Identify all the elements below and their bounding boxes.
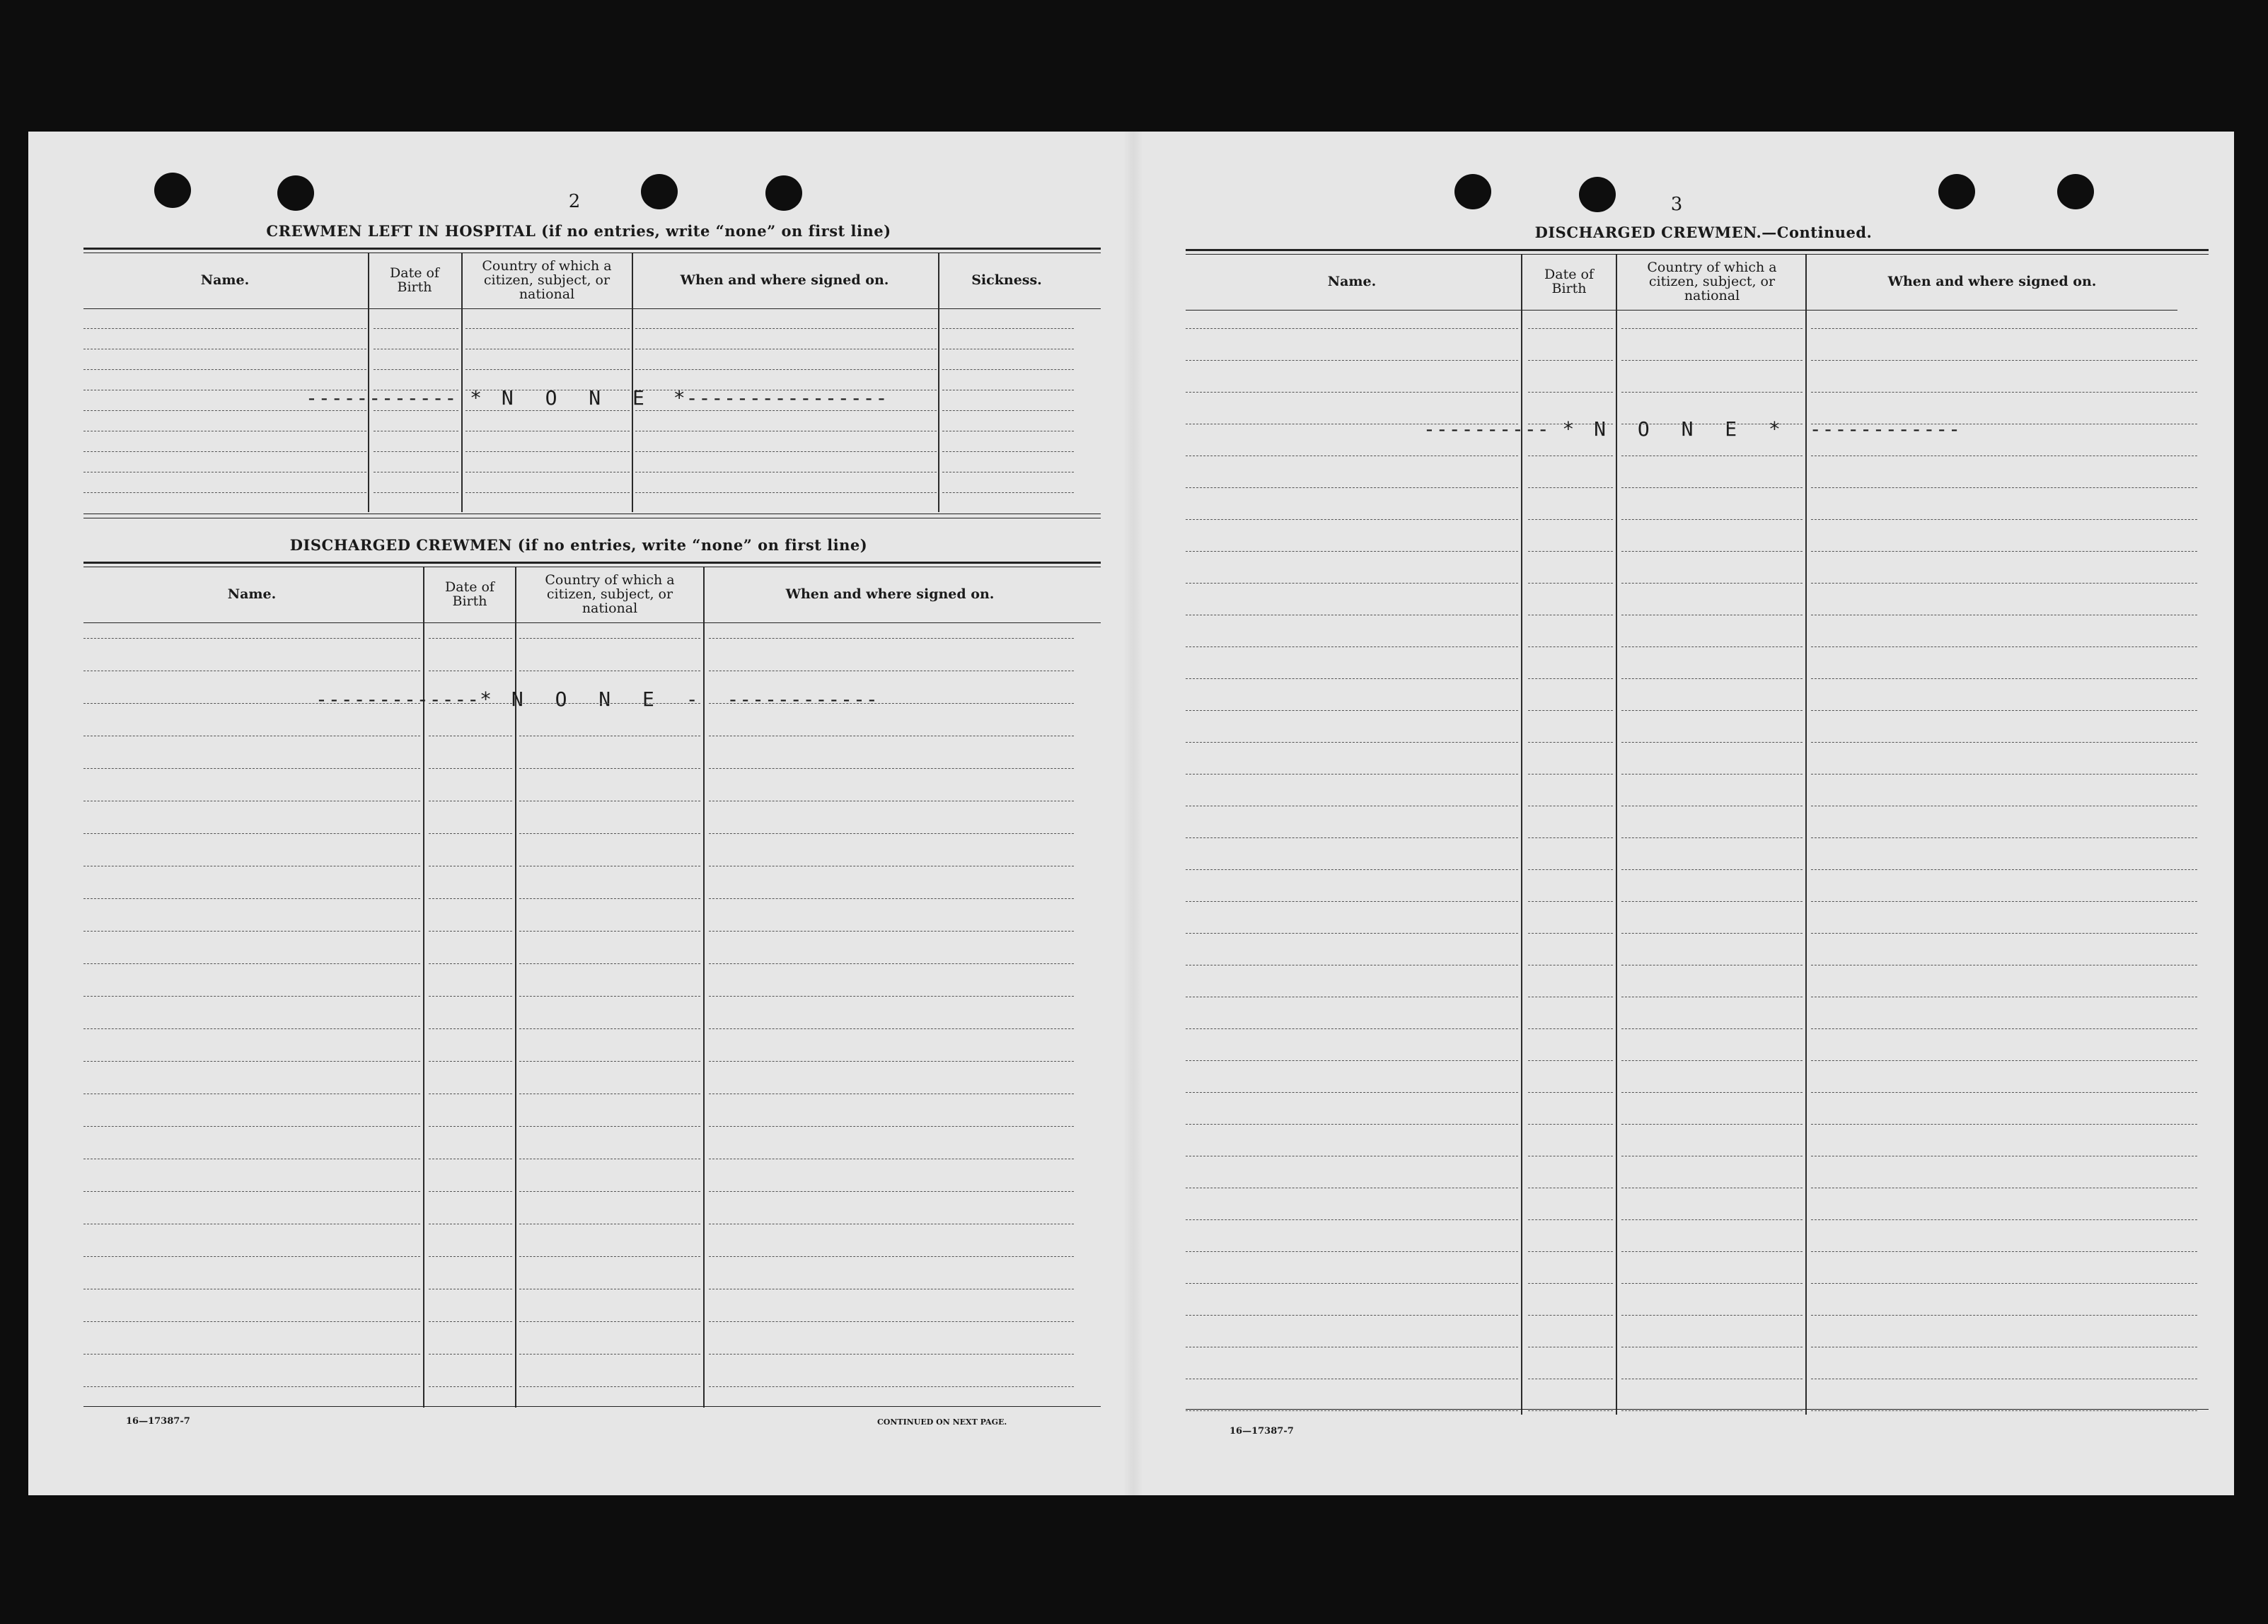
ruled-line — [1186, 551, 1518, 552]
ruled-line — [1811, 551, 2197, 552]
hospital-instruction: (if no entries, write “none” on first line) — [541, 222, 891, 240]
ruled-line — [1186, 1124, 1518, 1125]
page-number-left: 2 — [568, 191, 581, 212]
ruled-line — [83, 1256, 420, 1257]
col-header-date-of-birth: Date of Birth — [390, 265, 439, 295]
ruled-line — [519, 1061, 700, 1062]
center-fold — [1123, 132, 1143, 1495]
ruled-line — [1528, 678, 1613, 679]
col-header-name: Name. — [200, 272, 250, 289]
right-section-title — [1187, 224, 2220, 241]
right-title-text: DISCHARGED CREWMEN. — [1534, 224, 1762, 241]
discharged-instruction: (if no entries, write “none” on first line) — [517, 536, 868, 554]
ruled-line — [1528, 328, 1613, 329]
ruled-line — [1621, 933, 1803, 934]
ruled-line — [519, 1191, 700, 1192]
ruled-line — [519, 1354, 700, 1355]
ruled-line — [83, 369, 366, 370]
continued-note: CONTINUED ON NEXT PAGE. — [877, 1417, 1007, 1427]
ruled-line — [1186, 328, 1518, 329]
discharged-table — [83, 562, 1101, 1408]
col-header-signed-on: When and where signed on. — [785, 586, 995, 603]
ruled-line — [1811, 933, 2197, 934]
ruled-line — [1811, 1251, 2197, 1252]
ruled-line — [83, 996, 420, 997]
punch-hole — [1579, 177, 1616, 212]
ruled-line — [709, 638, 1074, 639]
ruled-line — [1621, 1092, 1803, 1093]
ruled-line — [1528, 487, 1613, 488]
ruled-line — [1811, 1283, 2197, 1284]
ruled-line — [429, 931, 512, 932]
ruled-line — [1186, 837, 1518, 838]
ruled-line — [1186, 487, 1518, 488]
col-header-name: Name. — [227, 586, 277, 603]
ruled-line — [1811, 1315, 2197, 1316]
ruled-line — [1811, 583, 2197, 584]
ruled-line — [519, 1386, 700, 1387]
right-none-entry — [1423, 417, 1961, 441]
ruled-line — [1621, 901, 1803, 902]
ruled-line — [709, 1191, 1074, 1192]
ruled-line — [1528, 1092, 1613, 1093]
ruled-line — [709, 1386, 1074, 1387]
ruled-line — [1186, 742, 1518, 743]
ruled-line — [1528, 1410, 1613, 1411]
ruled-line — [519, 931, 700, 932]
ruled-line — [635, 492, 937, 493]
ruled-line — [1621, 869, 1803, 870]
ruled-line — [1811, 710, 2197, 711]
ruled-line — [942, 451, 1074, 452]
ruled-line — [1186, 1060, 1518, 1061]
ruled-line — [519, 1126, 700, 1127]
ruled-line — [1621, 646, 1803, 647]
discharged-none-lead: -------------* — [316, 688, 493, 711]
ruled-line — [1621, 1219, 1803, 1220]
ruled-line — [1621, 1283, 1803, 1284]
punch-hole — [2057, 174, 2094, 209]
ruled-line — [429, 1256, 512, 1257]
ruled-line — [1811, 487, 2197, 488]
ruled-line — [1621, 837, 1803, 838]
ruled-line — [83, 1191, 420, 1192]
ruled-line — [465, 451, 630, 452]
ruled-line — [1811, 360, 2197, 361]
ruled-line — [1186, 519, 1518, 520]
ruled-line — [709, 898, 1074, 899]
right-none-word: N O N E * — [1594, 417, 1790, 441]
ruled-line — [709, 1061, 1074, 1062]
ruled-line — [709, 833, 1074, 834]
ruled-line — [519, 768, 700, 769]
ruled-line — [1528, 1028, 1613, 1029]
ruled-line — [519, 1256, 700, 1257]
ruled-line — [1528, 646, 1613, 647]
ruled-line — [1186, 869, 1518, 870]
col-header-date-of-birth: Date of Birth — [1544, 267, 1594, 296]
col-header-country: Country of which a citizen, subject, or national — [482, 258, 612, 302]
ruled-line — [1621, 1028, 1803, 1029]
ruled-line — [1528, 901, 1613, 902]
ruled-line — [83, 768, 420, 769]
form-sheet — [28, 132, 2234, 1495]
ruled-line — [1621, 1124, 1803, 1125]
ruled-line — [1811, 1092, 2197, 1093]
ruled-line — [1621, 328, 1803, 329]
col-header-sickness: Sickness. — [971, 272, 1042, 289]
ruled-line — [83, 1126, 420, 1127]
ruled-line — [1621, 392, 1803, 393]
ruled-line — [1528, 710, 1613, 711]
ruled-line — [1811, 328, 2197, 329]
ruled-line — [1811, 837, 2197, 838]
ruled-line — [519, 638, 700, 639]
ruled-line — [709, 1126, 1074, 1127]
ruled-line — [942, 369, 1074, 370]
punch-hole — [1938, 174, 1975, 209]
punch-hole — [154, 173, 191, 208]
ruled-line — [1186, 360, 1518, 361]
ruled-line — [83, 703, 420, 704]
ruled-line — [429, 638, 512, 639]
ruled-line — [374, 410, 458, 411]
col-header-date-of-birth: Date of Birth — [445, 579, 494, 609]
discharged-continued-table — [1186, 249, 2209, 1415]
ruled-line — [942, 492, 1074, 493]
ruled-line — [83, 1354, 420, 1355]
ruled-line — [1186, 583, 1518, 584]
discharged-section-title — [83, 536, 1074, 554]
punch-hole — [765, 175, 802, 211]
ruled-line — [1186, 1028, 1518, 1029]
ruled-line — [1811, 646, 2197, 647]
ruled-line — [1621, 710, 1803, 711]
ruled-line — [374, 451, 458, 452]
ruled-line — [1186, 392, 1518, 393]
form-number-left: 16—17387-7 — [126, 1416, 190, 1427]
ruled-line — [942, 328, 1074, 329]
ruled-line — [1811, 392, 2197, 393]
ruled-line — [83, 328, 366, 329]
col-header-signed-on: When and where signed on. — [680, 272, 889, 289]
ruled-line — [429, 898, 512, 899]
ruled-line — [465, 410, 630, 411]
ruled-line — [1621, 551, 1803, 552]
ruled-line — [83, 898, 420, 899]
ruled-line — [429, 963, 512, 964]
ruled-line — [519, 703, 700, 704]
ruled-line — [1621, 519, 1803, 520]
ruled-line — [374, 492, 458, 493]
ruled-line — [429, 1386, 512, 1387]
discharged-title-text: DISCHARGED CREWMEN — [289, 536, 512, 554]
ruled-line — [1811, 519, 2197, 520]
ruled-line — [83, 1321, 420, 1322]
ruled-line — [1186, 1283, 1518, 1284]
ruled-line — [83, 1028, 420, 1029]
ruled-line — [1186, 1315, 1518, 1316]
ruled-line — [635, 328, 937, 329]
ruled-line — [83, 931, 420, 932]
ruled-line — [429, 703, 512, 704]
ruled-line — [1811, 678, 2197, 679]
hospital-table — [83, 248, 1101, 511]
ruled-line — [429, 1321, 512, 1322]
ruled-line — [1811, 869, 2197, 870]
ruled-line — [709, 1028, 1074, 1029]
ruled-line — [519, 898, 700, 899]
ruled-line — [1186, 1219, 1518, 1220]
ruled-line — [709, 996, 1074, 997]
ruled-line — [1621, 1315, 1803, 1316]
ruled-line — [1186, 646, 1518, 647]
ruled-line — [429, 1028, 512, 1029]
ruled-line — [1811, 1219, 2197, 1220]
ruled-line — [429, 996, 512, 997]
ruled-line — [374, 328, 458, 329]
ruled-line — [429, 1354, 512, 1355]
ruled-line — [465, 492, 630, 493]
ruled-line — [942, 410, 1074, 411]
ruled-line — [709, 768, 1074, 769]
ruled-line — [1811, 901, 2197, 902]
ruled-line — [1528, 1124, 1613, 1125]
ruled-line — [1528, 774, 1613, 775]
ruled-line — [1621, 774, 1803, 775]
punch-hole — [277, 175, 314, 211]
ruled-line — [1811, 774, 2197, 775]
hospital-none-lead: ------------ * — [306, 386, 483, 410]
ruled-line — [1528, 392, 1613, 393]
ruled-line — [1621, 742, 1803, 743]
ruled-line — [429, 833, 512, 834]
ruled-line — [429, 768, 512, 769]
ruled-line — [519, 833, 700, 834]
ruled-line — [1621, 360, 1803, 361]
ruled-line — [1621, 678, 1803, 679]
ruled-line — [709, 1354, 1074, 1355]
form-number-right: 16—17387-7 — [1230, 1426, 1294, 1437]
ruled-line — [1621, 487, 1803, 488]
hospital-none-trail: *---------------- — [673, 386, 889, 410]
ruled-line — [519, 996, 700, 997]
punch-hole — [1454, 174, 1491, 209]
discharged-none-entry — [316, 688, 879, 711]
ruled-line — [519, 963, 700, 964]
ruled-line — [1811, 742, 2197, 743]
punch-hole — [641, 174, 678, 209]
right-none-lead: ---------- * — [1423, 417, 1575, 441]
ruled-line — [1528, 1315, 1613, 1316]
ruled-line — [709, 1256, 1074, 1257]
ruled-line — [83, 963, 420, 964]
ruled-line — [429, 1061, 512, 1062]
ruled-line — [83, 410, 366, 411]
ruled-line — [1811, 1060, 2197, 1061]
ruled-line — [1186, 774, 1518, 775]
col-header-country: Country of which a citizen, subject, or national — [1647, 260, 1777, 303]
ruled-line — [1528, 1060, 1613, 1061]
ruled-line — [1621, 583, 1803, 584]
ruled-line — [1528, 519, 1613, 520]
ruled-line — [1528, 1283, 1613, 1284]
ruled-line — [1186, 1092, 1518, 1093]
hospital-section-title — [83, 222, 1074, 240]
ruled-line — [1186, 901, 1518, 902]
ruled-line — [1186, 678, 1518, 679]
ruled-line — [83, 1061, 420, 1062]
ruled-line — [1528, 869, 1613, 870]
page-number-right: 3 — [1670, 194, 1683, 215]
ruled-line — [519, 1028, 700, 1029]
ruled-line — [1186, 1410, 1518, 1411]
discharged-none-trail: ------------ — [727, 688, 879, 711]
ruled-line — [1528, 837, 1613, 838]
ruled-line — [1621, 1251, 1803, 1252]
ruled-line — [83, 638, 420, 639]
ruled-line — [709, 1321, 1074, 1322]
ruled-line — [1528, 583, 1613, 584]
ruled-line — [1528, 360, 1613, 361]
ruled-line — [635, 451, 937, 452]
hospital-none-word: N O N E — [501, 386, 654, 410]
ruled-line — [83, 451, 366, 452]
right-none-trail: ------------ — [1809, 417, 1962, 441]
hospital-title-text: CREWMEN LEFT IN HOSPITAL — [266, 222, 536, 240]
ruled-line — [519, 1321, 700, 1322]
ruled-line — [429, 1191, 512, 1192]
ruled-line — [1528, 742, 1613, 743]
ruled-line — [1186, 710, 1518, 711]
ruled-line — [465, 369, 630, 370]
col-header-name: Name. — [1327, 274, 1377, 290]
ruled-line — [1621, 1410, 1803, 1411]
ruled-line — [83, 492, 366, 493]
ruled-line — [1811, 1124, 2197, 1125]
ruled-line — [1528, 933, 1613, 934]
ruled-line — [709, 931, 1074, 932]
ruled-line — [1811, 1028, 2197, 1029]
ruled-line — [1186, 933, 1518, 934]
ruled-line — [83, 1386, 420, 1387]
ruled-line — [635, 369, 937, 370]
ruled-line — [709, 963, 1074, 964]
ruled-line — [1528, 1219, 1613, 1220]
discharged-none-word: N O N E - — [511, 688, 708, 711]
ruled-line — [1811, 1410, 2197, 1411]
ruled-line — [1621, 1060, 1803, 1061]
right-title-continued: —Continued. — [1761, 224, 1873, 241]
ruled-line — [1186, 1251, 1518, 1252]
col-header-country: Country of which a citizen, subject, or national — [545, 572, 675, 616]
ruled-line — [374, 369, 458, 370]
ruled-line — [83, 833, 420, 834]
ruled-line — [1528, 1251, 1613, 1252]
ruled-line — [429, 1126, 512, 1127]
col-header-signed-on: When and where signed on. — [1887, 274, 2097, 290]
ruled-line — [465, 328, 630, 329]
ruled-line — [635, 410, 937, 411]
ruled-line — [709, 703, 1074, 704]
ruled-line — [1528, 551, 1613, 552]
